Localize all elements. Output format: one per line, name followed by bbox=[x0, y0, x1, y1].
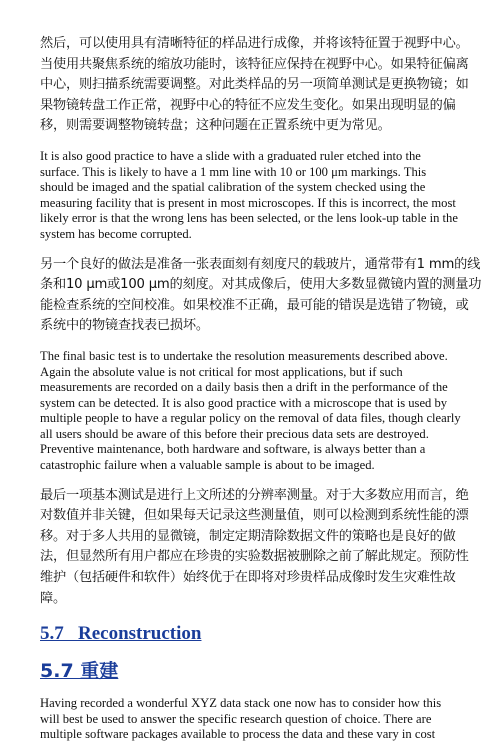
text-line: 能检查系统的空间校准。如果校准不正确，最可能的错误是选错了物镜，或 bbox=[40, 297, 469, 313]
text-line: all users should be aware of this before their precious data sets are destroyed. bbox=[40, 426, 429, 441]
text-line: measurements are recorded on a daily basis then a drift in the performance of the bbox=[40, 380, 448, 395]
text-line: multiple people to have a regular policy on the removal of data files, though clearly bbox=[40, 411, 461, 426]
paragraph-en-6 bbox=[40, 696, 462, 743]
paragraph-en-4 bbox=[40, 349, 462, 474]
text-line: measuring facility that is present in most microscopes. If this is incorrect, the most bbox=[40, 195, 456, 210]
section-heading-en: 5.7 Reconstruction bbox=[40, 623, 202, 645]
text-line: surface. This is likely to have a 1 mm line with 10 or 100 μm markings. This bbox=[40, 164, 427, 179]
text-line: 维护（包括硬件和软件）始终优于在即将对珍贵样品成像时发生灾难性故 bbox=[40, 570, 456, 586]
paragraph-en-2 bbox=[40, 149, 462, 243]
text-line: 最后一项基本测试是进行上文所述的分辨率测量。对于大多数应用而言，绝 bbox=[40, 487, 469, 503]
paragraph-zh-3 bbox=[40, 255, 482, 337]
text-line: 条和10 μm或100 μm的刻度。对其成像后，使用大多数显微镜内置的测量功 bbox=[40, 277, 482, 293]
text-line: 移。对于多人共用的显微镜，制定定期清除数据文件的策略也是良好的做 bbox=[40, 528, 456, 544]
text-line: should be imaged and the spatial calibration of the system checked using the bbox=[40, 180, 426, 195]
text-line: Again the absolute value is not critical for most applications, but if such bbox=[40, 364, 403, 379]
text-line: multiple software packages available to process the data and these vary in cost bbox=[40, 727, 436, 742]
text-line: will best be used to answer the specific research question of choice. There are bbox=[40, 711, 432, 726]
text-line: 障。 bbox=[40, 590, 66, 606]
section-heading-zh: 5.7 重建 bbox=[40, 660, 119, 683]
text-line: 对数值并非关键，但如果每天记录这些测量值，则可以检测到系统性能的漂 bbox=[40, 508, 469, 524]
text-line: 中心，则扫描系统需要调整。对此类样品的另一项简单测试是更换物镜；如 bbox=[40, 77, 469, 93]
text-line: 法，但显然所有用户都应在珍贵的实验数据被删除之前了解此规定。预防性 bbox=[40, 549, 469, 565]
text-line: Having recorded a wonderful XYZ data stack one now has to consider how this bbox=[40, 696, 442, 711]
text-line: 当使用共聚焦系统的缩放功能时，该特征应保持在视野中心。如果特征偏离 bbox=[40, 56, 469, 72]
text-line: system can be detected. It is also good practice with a microscope that is used by bbox=[40, 395, 448, 410]
text-line: likely error is that the wrong lens has been selected, or the lens look-up table in the bbox=[40, 211, 458, 226]
text-line: It is also good practice to have a slide with a graduated ruler etched into the bbox=[40, 148, 421, 163]
text-line: 然后，可以使用具有清晰特征的样品进行成像，并将该特征置于视野中心。 bbox=[40, 36, 469, 51]
text-line: 另一个良好的做法是准备一张表面刻有刻度尺的载玻片，通常带有1 mm的线 bbox=[40, 256, 481, 272]
text-line: 果物镜转盘工作正常，视野中心的特征不应发生变化。如果出现明显的偏 bbox=[40, 97, 456, 113]
text-line: Preventive maintenance, both hardware and software, is always better than a bbox=[40, 442, 426, 457]
text-line: system has become corrupted. bbox=[40, 226, 192, 241]
paragraph-zh-5 bbox=[40, 486, 469, 610]
text-line: catastrophic failure when a valuable sample is about to be imaged. bbox=[40, 458, 375, 473]
text-line: 移，则需要调整物镜转盘；这种问题在正置系统中更为常见。 bbox=[40, 118, 391, 134]
document-page bbox=[40, 34, 482, 743]
text-line: The final basic test is to undertake the resolution measurements described above. bbox=[40, 348, 448, 363]
paragraph-zh-1 bbox=[40, 34, 469, 137]
text-line: 系统中的物镜查找表已损坏。 bbox=[40, 318, 209, 334]
